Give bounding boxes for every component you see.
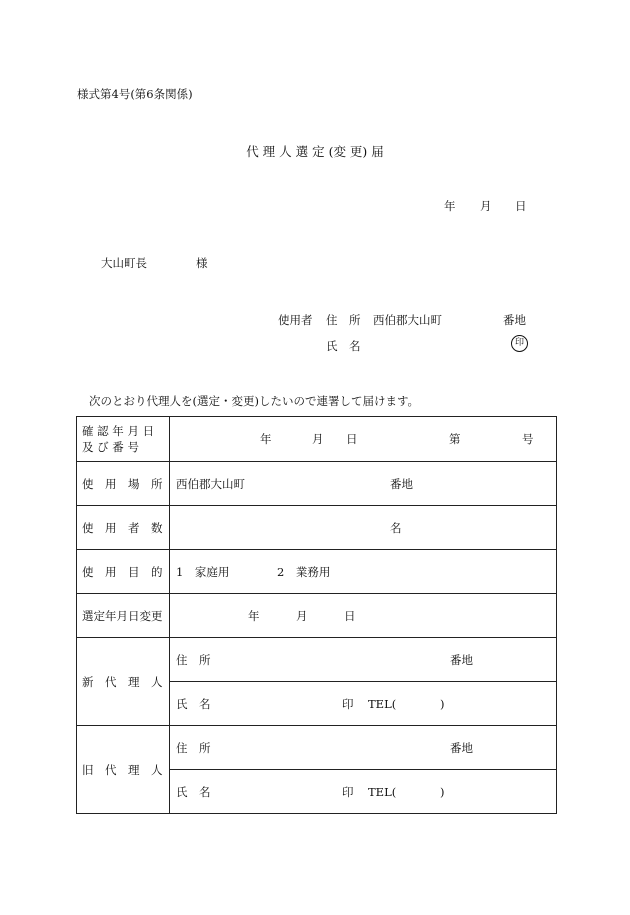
new-agent-address-label: 住 所 [176,652,211,667]
confirm-year: 年 [260,432,272,446]
new-agent-label: 新 代 理 人 [77,638,170,726]
users-value-cell[interactable] [170,506,557,550]
new-agent-banchi: 番地 [450,652,473,667]
user-label: 使用者 [278,313,313,327]
place-label: 使 用 場 所 [77,462,170,506]
confirm-label-2: 及 び 番 号 [82,440,139,454]
purpose-label: 使 用 目 的 [77,550,170,594]
new-agent-tel-close: ) [440,696,445,711]
new-agent-name-cell[interactable] [170,682,557,726]
seal-stamp: 印 [511,335,528,352]
place-value: 西伯郡大山町 [176,476,245,491]
change-day: 日 [344,608,356,623]
old-agent-address-cell[interactable] [170,726,557,770]
purpose-option-business[interactable]: 2 業務用 [277,564,331,579]
old-agent-banchi: 番地 [450,740,473,755]
user-name-label: 氏 名 [326,339,361,353]
confirm-month: 月 [312,432,324,446]
change-year: 年 [248,608,260,623]
confirm-label-cell [77,417,170,462]
new-agent-tel: TEL( [368,696,397,711]
change-label: 選定年月日変更 [77,594,170,638]
new-agent-name-label: 氏 名 [176,696,211,711]
document-title: 代 理 人 選 定 (変 更) 届 [246,144,384,159]
place-value-cell[interactable] [170,462,557,506]
user-banchi: 番地 [503,313,526,327]
old-agent-name-label: 氏 名 [176,784,211,799]
user-address-label: 住 所 [326,313,361,327]
place-banchi: 番地 [390,476,413,491]
confirm-day: 日 [346,432,358,446]
application-table [76,416,557,814]
users-label: 使 用 者 数 [77,506,170,550]
new-agent-address-cell[interactable] [170,638,557,682]
old-agent-seal: 印 [342,784,354,799]
confirm-go: 号 [522,432,534,446]
old-agent-tel-close: ) [440,784,445,799]
old-agent-name-cell[interactable] [170,770,557,814]
purpose-option-household[interactable]: 1 家庭用 [176,564,230,579]
confirm-dai: 第 [449,432,461,446]
old-agent-address-label: 住 所 [176,740,211,755]
confirm-label-1: 確 認 年 月 日 [82,424,155,438]
form-number: 様式第4号(第6条関係) [77,87,193,101]
date-day: 日 [515,199,527,213]
addressee-name: 大山町長 [101,256,147,270]
change-month: 月 [296,608,308,623]
old-agent-label: 旧 代 理 人 [77,726,170,814]
purpose-value-cell[interactable] [170,550,557,594]
users-unit: 名 [390,520,402,535]
addressee-honorific: 様 [196,256,208,270]
change-value-cell[interactable] [170,594,557,638]
old-agent-tel: TEL( [368,784,397,799]
intro-text: 次のとおり代理人を(選定・変更)したいので連署して届けます。 [89,394,420,408]
date-year: 年 [444,199,456,213]
user-address-value: 西伯郡大山町 [373,313,442,327]
new-agent-seal: 印 [342,696,354,711]
confirm-value-cell[interactable] [170,417,557,462]
date-month: 月 [480,199,492,213]
